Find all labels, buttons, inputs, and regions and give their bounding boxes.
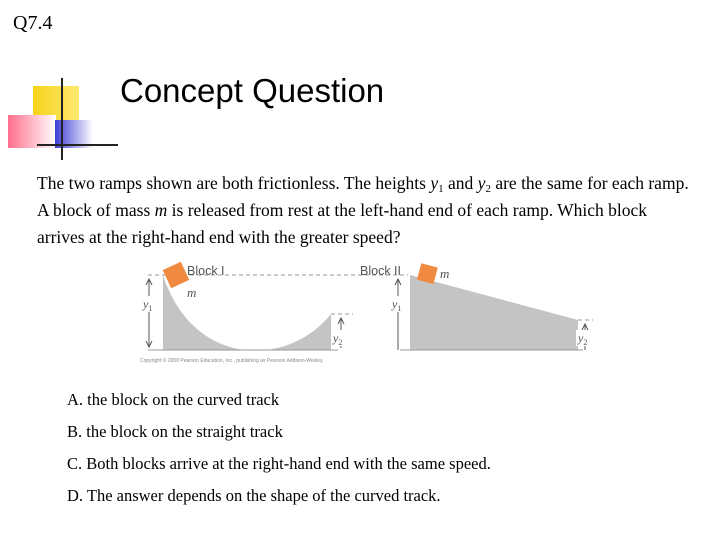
- y1-label-left: $y_1$: [143, 297, 153, 313]
- y2-variable: y: [477, 173, 486, 193]
- straight-ramp: [410, 275, 578, 350]
- slide-title: Concept Question: [120, 72, 385, 109]
- y1-label-right: $y_1$: [392, 297, 402, 313]
- answer-choices: [67, 388, 491, 516]
- red-square: [8, 115, 56, 148]
- answer-c[interactable]: C. Both blocks arrive at the right-hand end with the same speed.: [67, 454, 491, 473]
- answer-d[interactable]: D. The answer depends on the shape of the curved track.: [67, 486, 441, 505]
- block-1-mass: m: [187, 285, 197, 300]
- question-text: [37, 170, 697, 251]
- y1-variable: y: [430, 173, 439, 193]
- question-part3: is released from rest at the left-hand end of each ramp. Which block arrives at the right-hand end with the greater speed?: [37, 200, 648, 247]
- y2-subscript: 2: [485, 183, 491, 195]
- block-1: [163, 262, 190, 289]
- answer-a[interactable]: A. the block on the curved track: [67, 390, 280, 409]
- figure-copyright: Copyright © 2008 Pearson Education, Inc., publishing as Pearson Addison-Wesley.: [140, 358, 324, 364]
- question-number: Q7.4: [13, 12, 53, 34]
- y2-label-right: $y_2$: [578, 331, 588, 347]
- answer-b[interactable]: B. the block on the straight track: [67, 422, 283, 441]
- y1-subscript: 1: [438, 183, 444, 195]
- title-decoration: [0, 0, 120, 170]
- question-and: and: [443, 173, 478, 193]
- block-2-label: Block II: [360, 264, 401, 278]
- question-part1: The two ramps shown are both frictionless. The heights: [37, 173, 431, 193]
- block-1-label: Block I: [187, 264, 225, 278]
- blue-square: [55, 120, 93, 148]
- y2-label-left: $y_2$: [333, 331, 343, 347]
- block-2-mass: m: [440, 266, 450, 281]
- question-part2: are the same for each ramp. A block of mass: [37, 173, 689, 220]
- ramps-figure: [138, 258, 598, 368]
- mass-variable: m: [154, 200, 168, 220]
